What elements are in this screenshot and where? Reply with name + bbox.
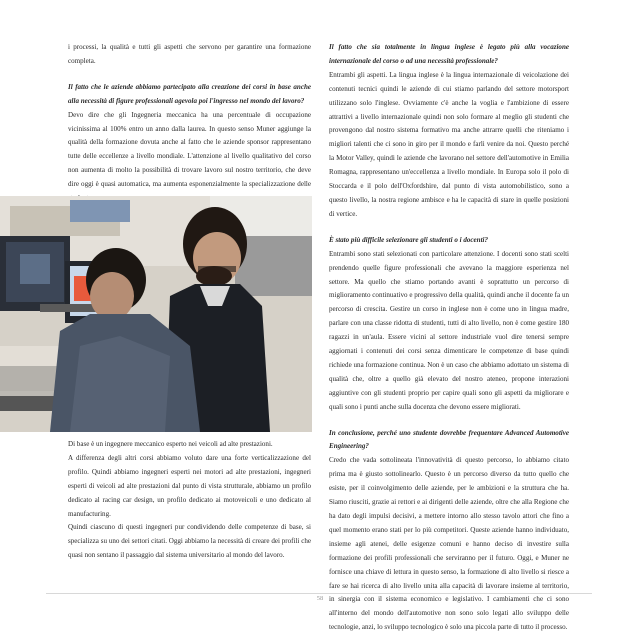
right-column xyxy=(329,41,569,635)
interview-answer: Devo dire che gli Ingegneria meccanica ha una percentuale di occupazione vicinissima al 100% entro un anno dalla laurea. In questo senso Muner aggiunge la qualità della formazione dovuta anche al fatto che le aziende sponsor rappresentano tutte delle eccellenze a livello mondiale. L'attenzione al livello qualitativo del corso non aumenta di molto la possibilità di trovare lavoro sul nostro territorio, che deve dire oggi è quasi automatica, ma aumenta esponenzialmente la specializzazione delle xyxy=(68,110,311,189)
interview-question: Il fatto che sia totalmente in lingua inglese è legato più alla vocazione internazionale del corso o ad una necessità professionale? xyxy=(329,43,569,65)
paragraph: i processi, la qualità e tutti gli aspetti che servono per garantire una formazione completa. xyxy=(68,43,311,65)
interview-answer: Entrambi gli aspetti. La lingua inglese è la lingua internazionale di veicolazione dei contenuti tecnici quindi le aziende di cui stiamo parlando del settore motorsport utilizzano solo l'inglese. Ovviamente c'è anche la voglia e l'ambizione di essere attrattivi a livello internazionale quindi non solo formare al meglio gli studenti che provengono dal nostro sistema formativo ma anche attrarre quelli che riteniamo i migliori talenti che ci sono in giro per il mondo e farli venire da noi. Questo perché la Motor Valley, quindi le aziende che lavorano nel settore dell'automotive in Emilia Romagna, rappresentano un'eccellenza a livello mondiale. In Europa solo il polo di Stoccarda e il polo dell'Oxfordshire, dal punto di vista automobilistico, sono a questo livello, la nostra regione ambisce e ha le capacità di stare in quelle posizioni di vertice. xyxy=(329,70,569,218)
paragraph: A differenza degli altri corsi abbiamo voluto dare una forte verticalizzazione del profilo. Quindi abbiamo ingegneri esperti nei motori ad alte prestazioni, ingegneri esperti di veicoli ad alte prestazioni dal punto di vista strutturale, abbiamo un profilo dedicato al racing car design, un profilo dedicato ai motoveicoli e uno dedicato al manufacturing. xyxy=(68,453,311,518)
interview-answer: Entrambi sono stati selezionati con particolare attenzione. I docenti sono stati scelti prendendo quelle figure professionali che avevano la maggiore esperienza nel settore. Ma quello che stiamo portando avanti è soprattutto un percorso di miglioramento continuativo e progressivo della qualità, quindi anche il docente fa un percorso di crescita. Gestire un corso in inglese non è come uno in lingua madre, parlare con una classe ridotta di studenti, tutti di alto livello, non è come gestire 180 ragazzi in un'aula. Essere vicini al settore industriale vuol dire tenersi sempre aggiornati i contenuti dei corsi senza dimenticare le competenze di base quindi richiede una formazione continua. Non è un caso che abbiamo adottato un sistema di qualità che, oltre a quello già elevato del nostro ateneo, propone interazioni aggiuntive con gli studenti proprio per capire quali sono gli aspetti da migliorare e quali sono i punti anche sulla docenza che devono essere migliorati. xyxy=(329,249,569,411)
interview-answer: Credo che vada sottolineata l'innovatività di questo percorso, lo abbiamo citato prima ma è giusto sottolinearlo. Questo è un percorso diverso da tutto quello che esiste, per il coinvolgimento delle aziende, per le ambizioni e la struttura che ha. Siamo riusciti, grazie ai rettori e ai dirigenti delle aziende, oltre che alla Regione che ha dato degli impulsi decisivi, a mettere intorno allo stesso tavolo attori che fino a quel momento erano stati per lo più competitori. Queste aziende hanno individuato, insieme agli atenei, delle esigenze comuni e hanno deciso di investire sulla formazione dei profili professionali che serviranno per il futuro. Oggi, e Muner ne fornisce una chiave di lettura in questo senso, la formazione di alto livello si riesce a fare se hai ricerca di alto livello unita alla capacità di lavorare insieme al territorio, in sinergia con il sistema economico e legislativo. I cambiamenti che ci sono all'interno del mondo dell'automotive non sono solo legati allo sviluppo delle tecnologie, anzi, lo sviluppo tecnologico è solo una piccola parte di tutto il processo. xyxy=(329,456,569,632)
left-column-bottom xyxy=(68,438,311,563)
interview-question: È stato più difficile selezionare gli studenti o i docenti? xyxy=(329,235,489,244)
footer-divider xyxy=(46,593,592,594)
left-column-top xyxy=(68,41,311,206)
classroom-photo xyxy=(0,196,312,432)
paragraph: Di base è un ingegnere meccanico esperto nei veicoli ad alte prestazioni. xyxy=(68,440,273,448)
page-number: 58 xyxy=(316,595,324,602)
interview-question: In conclusione, perché uno studente dovrebbe frequentare Advanced Automotive Engineering? xyxy=(329,428,569,451)
interview-question: Il fatto che le aziende abbiamo partecipato alla creazione dei corsi in base anche alla necessità di figure professionali agevola poi l'ingresso nel mondo del lavoro? xyxy=(68,82,311,105)
paragraph: Quindi ciascuno di questi ingegneri pur condividendo delle competenze di base, si specializza su uno dei settori citati. Oggi abbiamo la necessità di creare dei profili che quasi non sentano il passaggio dal sistema universitario al mondo del lavoro. xyxy=(68,523,311,560)
